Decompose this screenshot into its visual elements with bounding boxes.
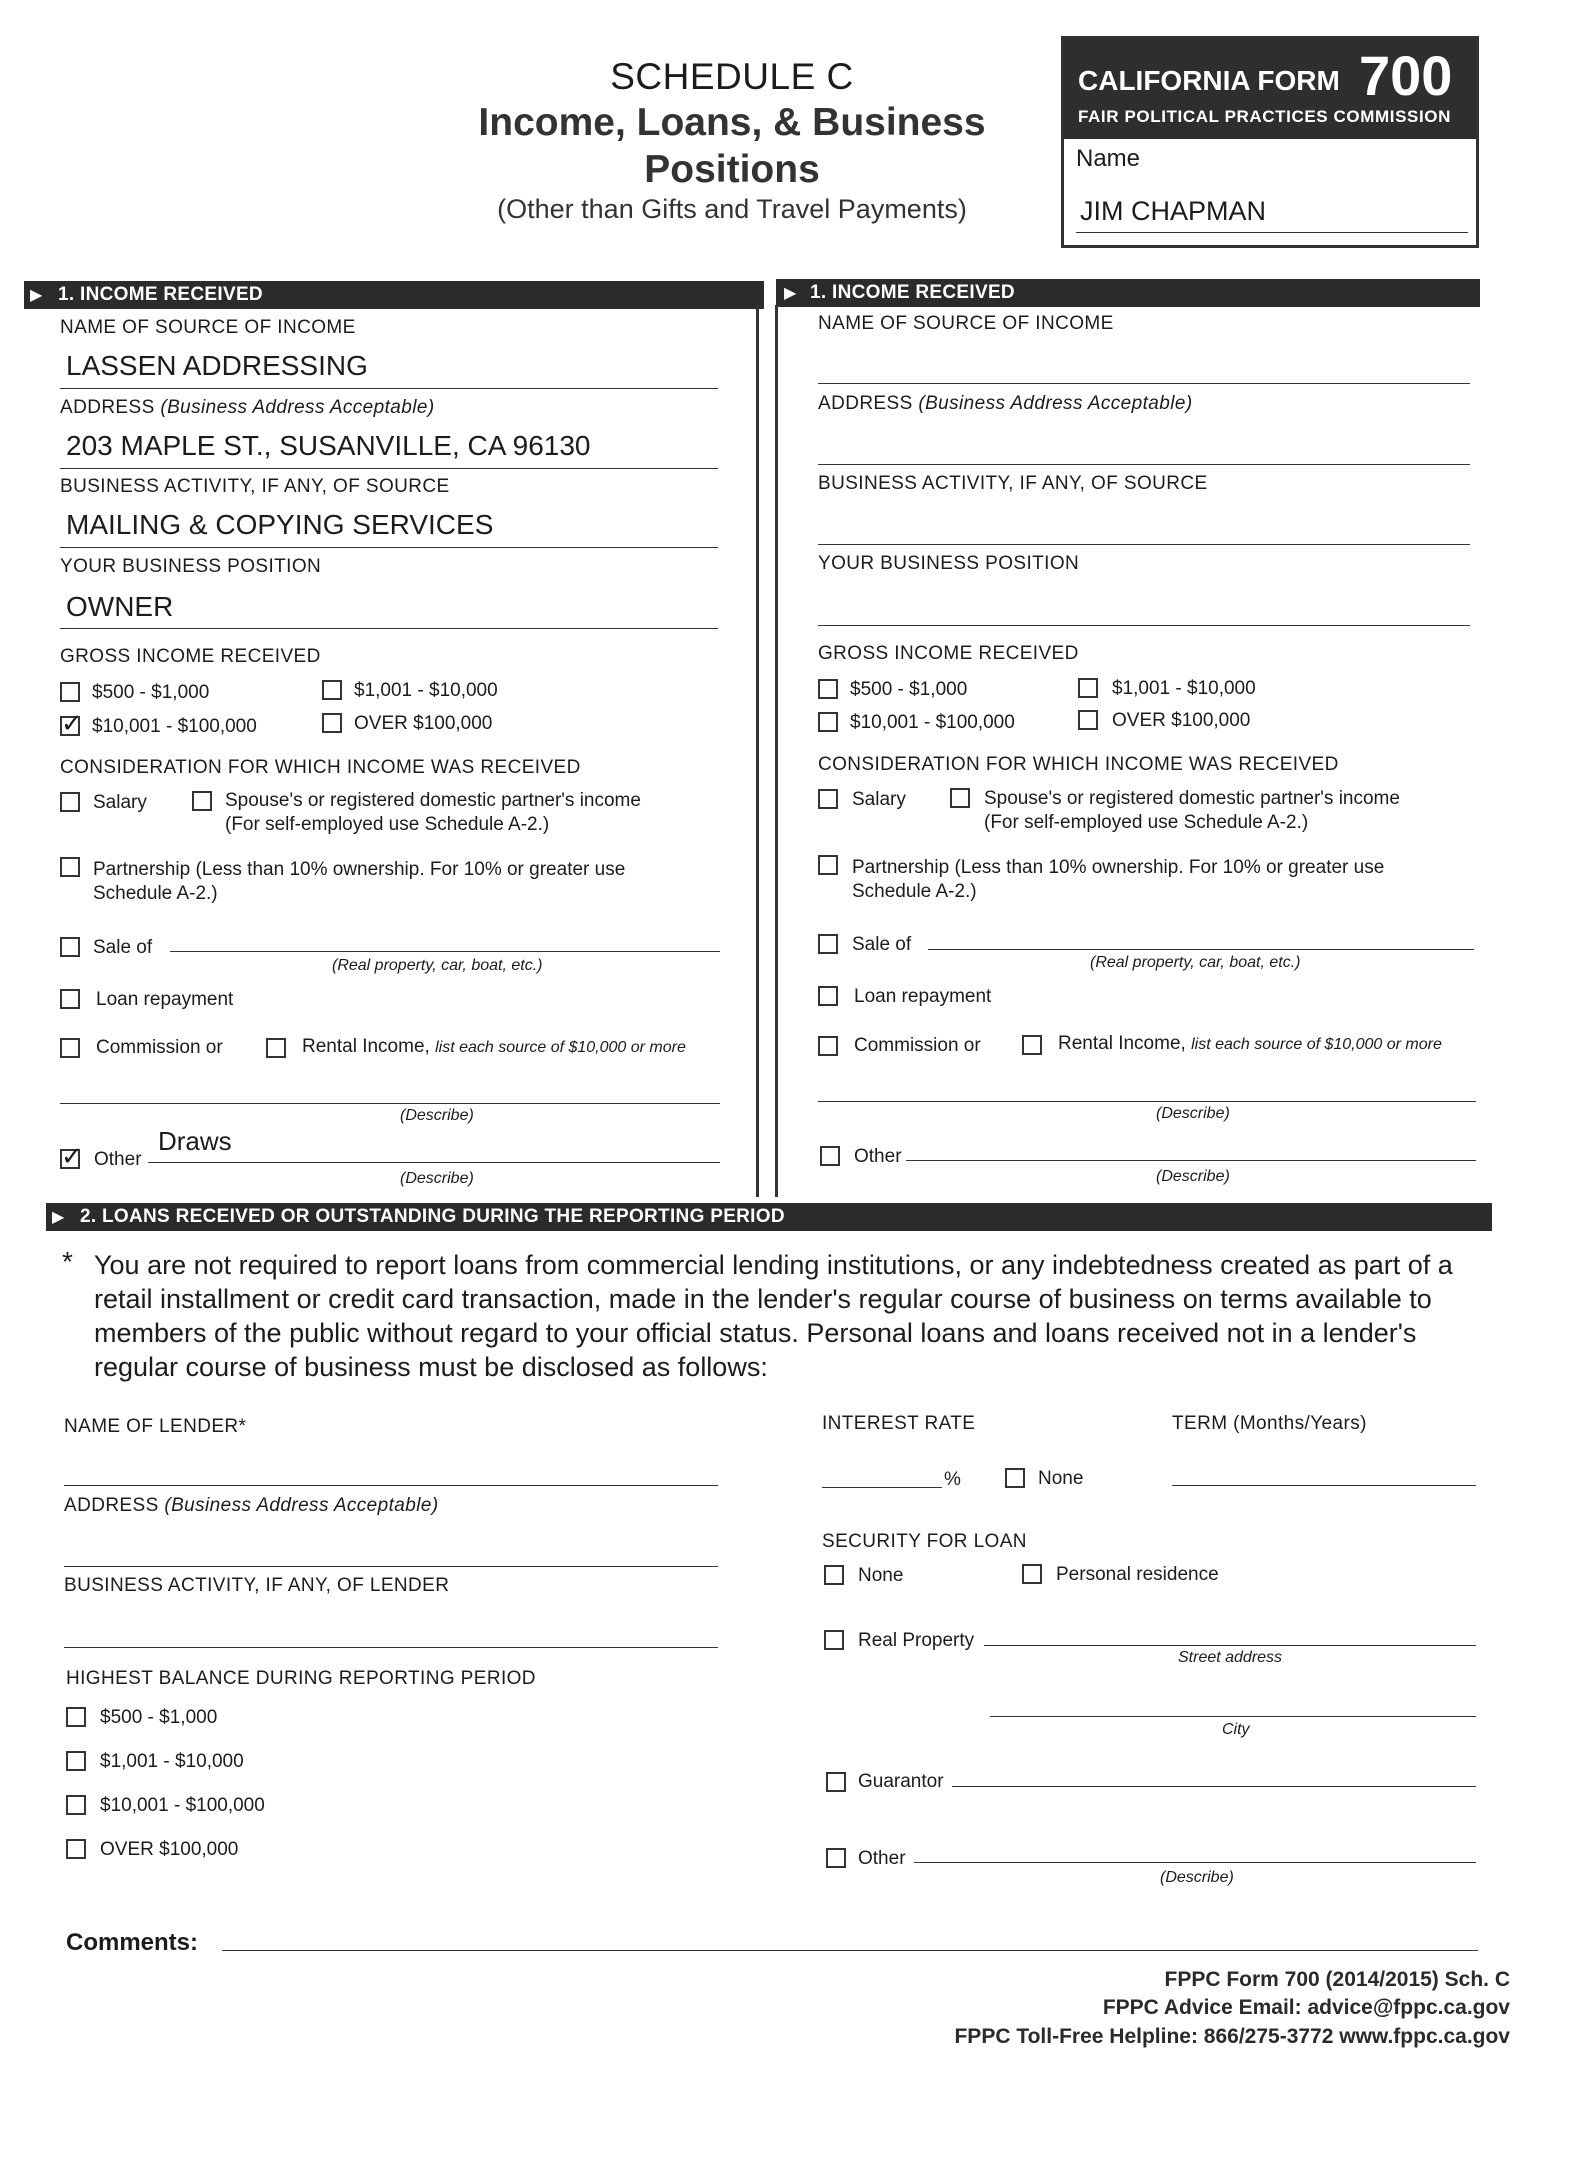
- salary-label: Salary: [93, 792, 147, 813]
- bar-arrow: ▶: [784, 285, 797, 302]
- loans-bar: [46, 1203, 1492, 1231]
- partnership-label: Partnership (Less than 10% ownership. For 10% or greater use: [93, 859, 626, 880]
- comments-underline[interactable]: [222, 1950, 1478, 1951]
- security-other-checkbox[interactable]: [826, 1848, 846, 1868]
- gross-10001-label-right: $10,001 - $100,000: [850, 712, 1015, 733]
- address-label-right: [818, 393, 1193, 415]
- helpline: FPPC Toll-Free Helpline: 866/275-3772 www.fppc.ca.gov: [954, 2025, 1510, 2048]
- rental-income-checkbox-right[interactable]: [1022, 1035, 1042, 1055]
- rental-income-label-right: [1058, 1033, 1442, 1055]
- name-label: Name: [1076, 145, 1141, 172]
- rental-income-text: Rental Income,: [302, 1036, 430, 1057]
- activity-underline-right[interactable]: [818, 544, 1470, 545]
- consideration-label-right: CONSIDERATION FOR WHICH INCOME WAS RECEIVED: [818, 754, 1339, 775]
- balance-1001-checkbox[interactable]: [66, 1751, 86, 1771]
- address-label-right-text: ADDRESS: [818, 393, 913, 414]
- security-other-label: Other: [858, 1848, 906, 1869]
- security-none-label: None: [858, 1565, 904, 1586]
- address-label-text: ADDRESS: [60, 397, 155, 418]
- form-id-box: [1061, 36, 1479, 248]
- sale-of-note: (Real property, car, boat, etc.): [332, 957, 543, 974]
- gross-over-checkbox-right[interactable]: [1078, 710, 1098, 730]
- commission-describe-underline: [60, 1103, 720, 1104]
- other-checkbox-right[interactable]: [820, 1146, 840, 1166]
- highest-balance-label: HIGHEST BALANCE DURING REPORTING PERIOD: [66, 1668, 536, 1689]
- position-label-right: YOUR BUSINESS POSITION: [818, 553, 1080, 574]
- consideration-label: CONSIDERATION FOR WHICH INCOME WAS RECEIVED: [60, 757, 581, 778]
- lender-label: NAME OF LENDER*: [64, 1416, 247, 1437]
- gross-income-label: GROSS INCOME RECEIVED: [60, 646, 321, 667]
- spouse-income-label: Spouse's or registered domestic partner's income: [225, 790, 641, 811]
- partnership-checkbox[interactable]: [60, 857, 80, 877]
- check-mark: ✓: [61, 1141, 83, 1171]
- gross-10001-checkbox[interactable]: [60, 708, 83, 738]
- real-property-checkbox[interactable]: [824, 1630, 844, 1650]
- position-underline-right[interactable]: [818, 625, 1470, 626]
- percent-sign: %: [944, 1469, 961, 1490]
- interest-none-checkbox[interactable]: [1005, 1468, 1025, 1488]
- loan-repayment-checkbox-right[interactable]: [818, 986, 838, 1006]
- advice-email: FPPC Advice Email: advice@fppc.ca.gov: [1102, 1996, 1510, 2019]
- lender-activity-label: BUSINESS ACTIVITY, IF ANY, OF LENDER: [64, 1575, 450, 1596]
- other-describe-note-right: (Describe): [1156, 1168, 1230, 1185]
- activity-value[interactable]: MAILING & COPYING SERVICES: [66, 509, 494, 540]
- lender-activity-underline[interactable]: [64, 1647, 718, 1648]
- guarantor-checkbox[interactable]: [826, 1772, 846, 1792]
- lender-address-label: [64, 1495, 439, 1517]
- personal-residence-checkbox[interactable]: [1022, 1564, 1042, 1584]
- position-label: YOUR BUSINESS POSITION: [60, 556, 322, 577]
- other-label-right: Other: [854, 1146, 902, 1167]
- guarantor-label: Guarantor: [858, 1771, 944, 1792]
- balance-over-label: OVER $100,000: [100, 1839, 239, 1860]
- address-label: [60, 397, 435, 419]
- gross-1001-checkbox[interactable]: [322, 680, 342, 700]
- gross-over-label: OVER $100,000: [354, 713, 493, 734]
- gross-500-label: $500 - $1,000: [92, 682, 210, 703]
- column-divider: [775, 305, 778, 1197]
- security-other-underline[interactable]: [914, 1862, 1476, 1863]
- lender-address-label-text: ADDRESS: [64, 1495, 159, 1516]
- source-label-right: NAME OF SOURCE OF INCOME: [818, 313, 1114, 334]
- partnership-checkbox-right[interactable]: [818, 855, 838, 875]
- salary-checkbox-right[interactable]: [818, 789, 838, 809]
- activity-label: BUSINESS ACTIVITY, IF ANY, OF SOURCE: [60, 476, 450, 497]
- street-address-underline[interactable]: [984, 1645, 1476, 1646]
- gross-10001-checkbox-right[interactable]: [818, 712, 838, 732]
- form-reference: FPPC Form 700 (2014/2015) Sch. C: [1164, 1968, 1510, 1991]
- commission-label-right: Commission or: [854, 1035, 981, 1056]
- gross-500-checkbox-right[interactable]: [818, 679, 838, 699]
- form-title-line1: Income, Loans, & Business: [478, 101, 986, 144]
- other-underline: [148, 1162, 720, 1163]
- form-id-header: [1064, 39, 1476, 139]
- source-underline: [60, 388, 718, 389]
- form-label: CALIFORNIA FORM: [1078, 65, 1340, 96]
- rental-income-note: list each source of $10,000 or more: [435, 1039, 686, 1056]
- source-underline-right[interactable]: [818, 383, 1470, 384]
- form-number: 700: [1359, 44, 1453, 107]
- rental-income-checkbox[interactable]: [266, 1038, 286, 1058]
- other-describe-note: (Describe): [400, 1170, 474, 1187]
- check-mark: ✓: [61, 708, 83, 738]
- spouse-income-checkbox[interactable]: [192, 791, 212, 811]
- form-title-line2: Positions: [644, 148, 820, 191]
- activity-underline: [60, 547, 718, 548]
- lender-address-note: (Business Address Acceptable): [164, 1495, 439, 1516]
- balance-500-checkbox[interactable]: [66, 1707, 86, 1727]
- bar-arrow: ▶: [52, 1209, 65, 1226]
- commission-checkbox[interactable]: [60, 1038, 80, 1058]
- income-right-bar: [776, 279, 1480, 307]
- income-right-bar-text: 1. INCOME RECEIVED: [810, 282, 1015, 303]
- income-left-bar: [24, 281, 764, 309]
- interest-rate-label: INTEREST RATE: [822, 1413, 976, 1434]
- source-label: NAME OF SOURCE OF INCOME: [60, 317, 356, 338]
- commission-label: Commission or: [96, 1037, 223, 1058]
- commission-describe-underline-right: [818, 1101, 1476, 1102]
- loan-repayment-label: Loan repayment: [96, 989, 234, 1010]
- gross-over-checkbox[interactable]: [322, 713, 342, 733]
- gross-1001-label-right: $1,001 - $10,000: [1112, 678, 1256, 699]
- address-underline-right[interactable]: [818, 464, 1470, 465]
- name-value[interactable]: JIM CHAPMAN: [1080, 196, 1267, 226]
- other-value[interactable]: Draws: [158, 1126, 232, 1156]
- loans-notice: You are not required to report loans from commercial lending institutions, or any indebtedness created as part of a retail installment or credit card transaction, made in the lender's regular course of business on terms available to members of the public without regard to your official status. Personal loans and loans received not in a lender's regular course of business must be disclosed as follows:: [94, 1250, 1453, 1382]
- balance-over-checkbox[interactable]: [66, 1839, 86, 1859]
- spouse-income-note-right: (For self-employed use Schedule A-2.): [984, 812, 1309, 833]
- gross-500-label-right: $500 - $1,000: [850, 679, 968, 700]
- gross-10001-label: $10,001 - $100,000: [92, 716, 257, 737]
- spouse-income-note: (For self-employed use Schedule A-2.): [225, 814, 550, 835]
- bar-arrow: ▶: [30, 287, 43, 304]
- partnership-note-right: Schedule A-2.): [852, 881, 977, 902]
- sale-of-note-right: (Real property, car, boat, etc.): [1090, 954, 1301, 971]
- interest-none-label: None: [1038, 1468, 1084, 1489]
- real-property-label: Real Property: [858, 1630, 975, 1651]
- guarantor-underline[interactable]: [952, 1786, 1476, 1787]
- other-checkbox[interactable]: [60, 1141, 83, 1171]
- lender-underline[interactable]: [64, 1485, 718, 1486]
- gross-500-checkbox[interactable]: [60, 682, 80, 702]
- name-underline: [1076, 232, 1468, 233]
- lender-address-underline[interactable]: [64, 1566, 718, 1567]
- personal-residence-label: Personal residence: [1056, 1564, 1219, 1585]
- security-label: SECURITY FOR LOAN: [822, 1531, 1027, 1552]
- activity-label-right: BUSINESS ACTIVITY, IF ANY, OF SOURCE: [818, 473, 1208, 494]
- address-note-right: (Business Address Acceptable): [918, 393, 1193, 414]
- column-divider: [756, 305, 759, 1197]
- position-value[interactable]: OWNER: [66, 591, 174, 622]
- sale-of-underline: [170, 951, 720, 952]
- gross-1001-checkbox-right[interactable]: [1078, 678, 1098, 698]
- term-label: TERM (Months/Years): [1172, 1413, 1367, 1434]
- interest-rate-underline[interactable]: [822, 1487, 942, 1488]
- position-underline: [60, 628, 718, 629]
- address-value[interactable]: 203 MAPLE ST., SUSANVILLE, CA 96130: [66, 430, 591, 461]
- income-left-bar-text: 1. INCOME RECEIVED: [58, 284, 263, 305]
- street-address-note: Street address: [1178, 1649, 1283, 1666]
- salary-label-right: Salary: [852, 789, 906, 810]
- security-other-note: (Describe): [1160, 1869, 1234, 1886]
- commission-checkbox-right[interactable]: [818, 1036, 838, 1056]
- sale-of-underline-right: [928, 949, 1474, 950]
- gross-1001-label: $1,001 - $10,000: [354, 680, 498, 701]
- spouse-income-checkbox-right[interactable]: [950, 788, 970, 808]
- commission-label: FAIR POLITICAL PRACTICES COMMISSION: [1078, 107, 1451, 126]
- sale-of-label: Sale of: [93, 937, 153, 958]
- gross-income-label-right: GROSS INCOME RECEIVED: [818, 643, 1079, 664]
- rental-income-text-right: Rental Income,: [1058, 1033, 1186, 1054]
- city-underline[interactable]: [990, 1716, 1476, 1717]
- balance-10001-checkbox[interactable]: [66, 1795, 86, 1815]
- spouse-income-label-right: Spouse's or registered domestic partner's income: [984, 788, 1400, 809]
- security-none-checkbox[interactable]: [824, 1565, 844, 1585]
- rental-income-note-right: list each source of $10,000 or more: [1191, 1036, 1442, 1053]
- sale-of-label-right: Sale of: [852, 934, 912, 955]
- notice-asterisk: *: [62, 1246, 73, 1277]
- loan-repayment-label-right: Loan repayment: [854, 986, 992, 1007]
- schedule-title: SCHEDULE C: [610, 56, 854, 97]
- balance-10001-label: $10,001 - $100,000: [100, 1795, 265, 1816]
- other-label: Other: [94, 1149, 142, 1170]
- salary-checkbox[interactable]: [60, 792, 80, 812]
- commission-describe-note-right: (Describe): [1156, 1105, 1230, 1122]
- partnership-note: Schedule A-2.): [93, 883, 218, 904]
- address-note: (Business Address Acceptable): [160, 397, 435, 418]
- form-subtitle: (Other than Gifts and Travel Payments): [497, 194, 967, 224]
- other-underline-right[interactable]: [906, 1160, 1476, 1161]
- city-note: City: [1222, 1721, 1250, 1738]
- source-value[interactable]: LASSEN ADDRESSING: [66, 350, 368, 381]
- balance-500-label: $500 - $1,000: [100, 1707, 218, 1728]
- term-underline[interactable]: [1172, 1485, 1476, 1486]
- sale-of-checkbox[interactable]: [60, 937, 80, 957]
- sale-of-checkbox-right[interactable]: [818, 934, 838, 954]
- balance-1001-label: $1,001 - $10,000: [100, 1751, 244, 1772]
- loans-bar-text: 2. LOANS RECEIVED OR OUTSTANDING DURING THE REPORTING PERIOD: [80, 1206, 785, 1227]
- comments-label: Comments:: [66, 1929, 199, 1956]
- commission-describe-note: (Describe): [400, 1107, 474, 1124]
- rental-income-label: [302, 1036, 686, 1058]
- loan-repayment-checkbox[interactable]: [60, 989, 80, 1009]
- address-underline: [60, 468, 718, 469]
- partnership-label-right: Partnership (Less than 10% ownership. For 10% or greater use: [852, 857, 1385, 878]
- gross-over-label-right: OVER $100,000: [1112, 710, 1251, 731]
